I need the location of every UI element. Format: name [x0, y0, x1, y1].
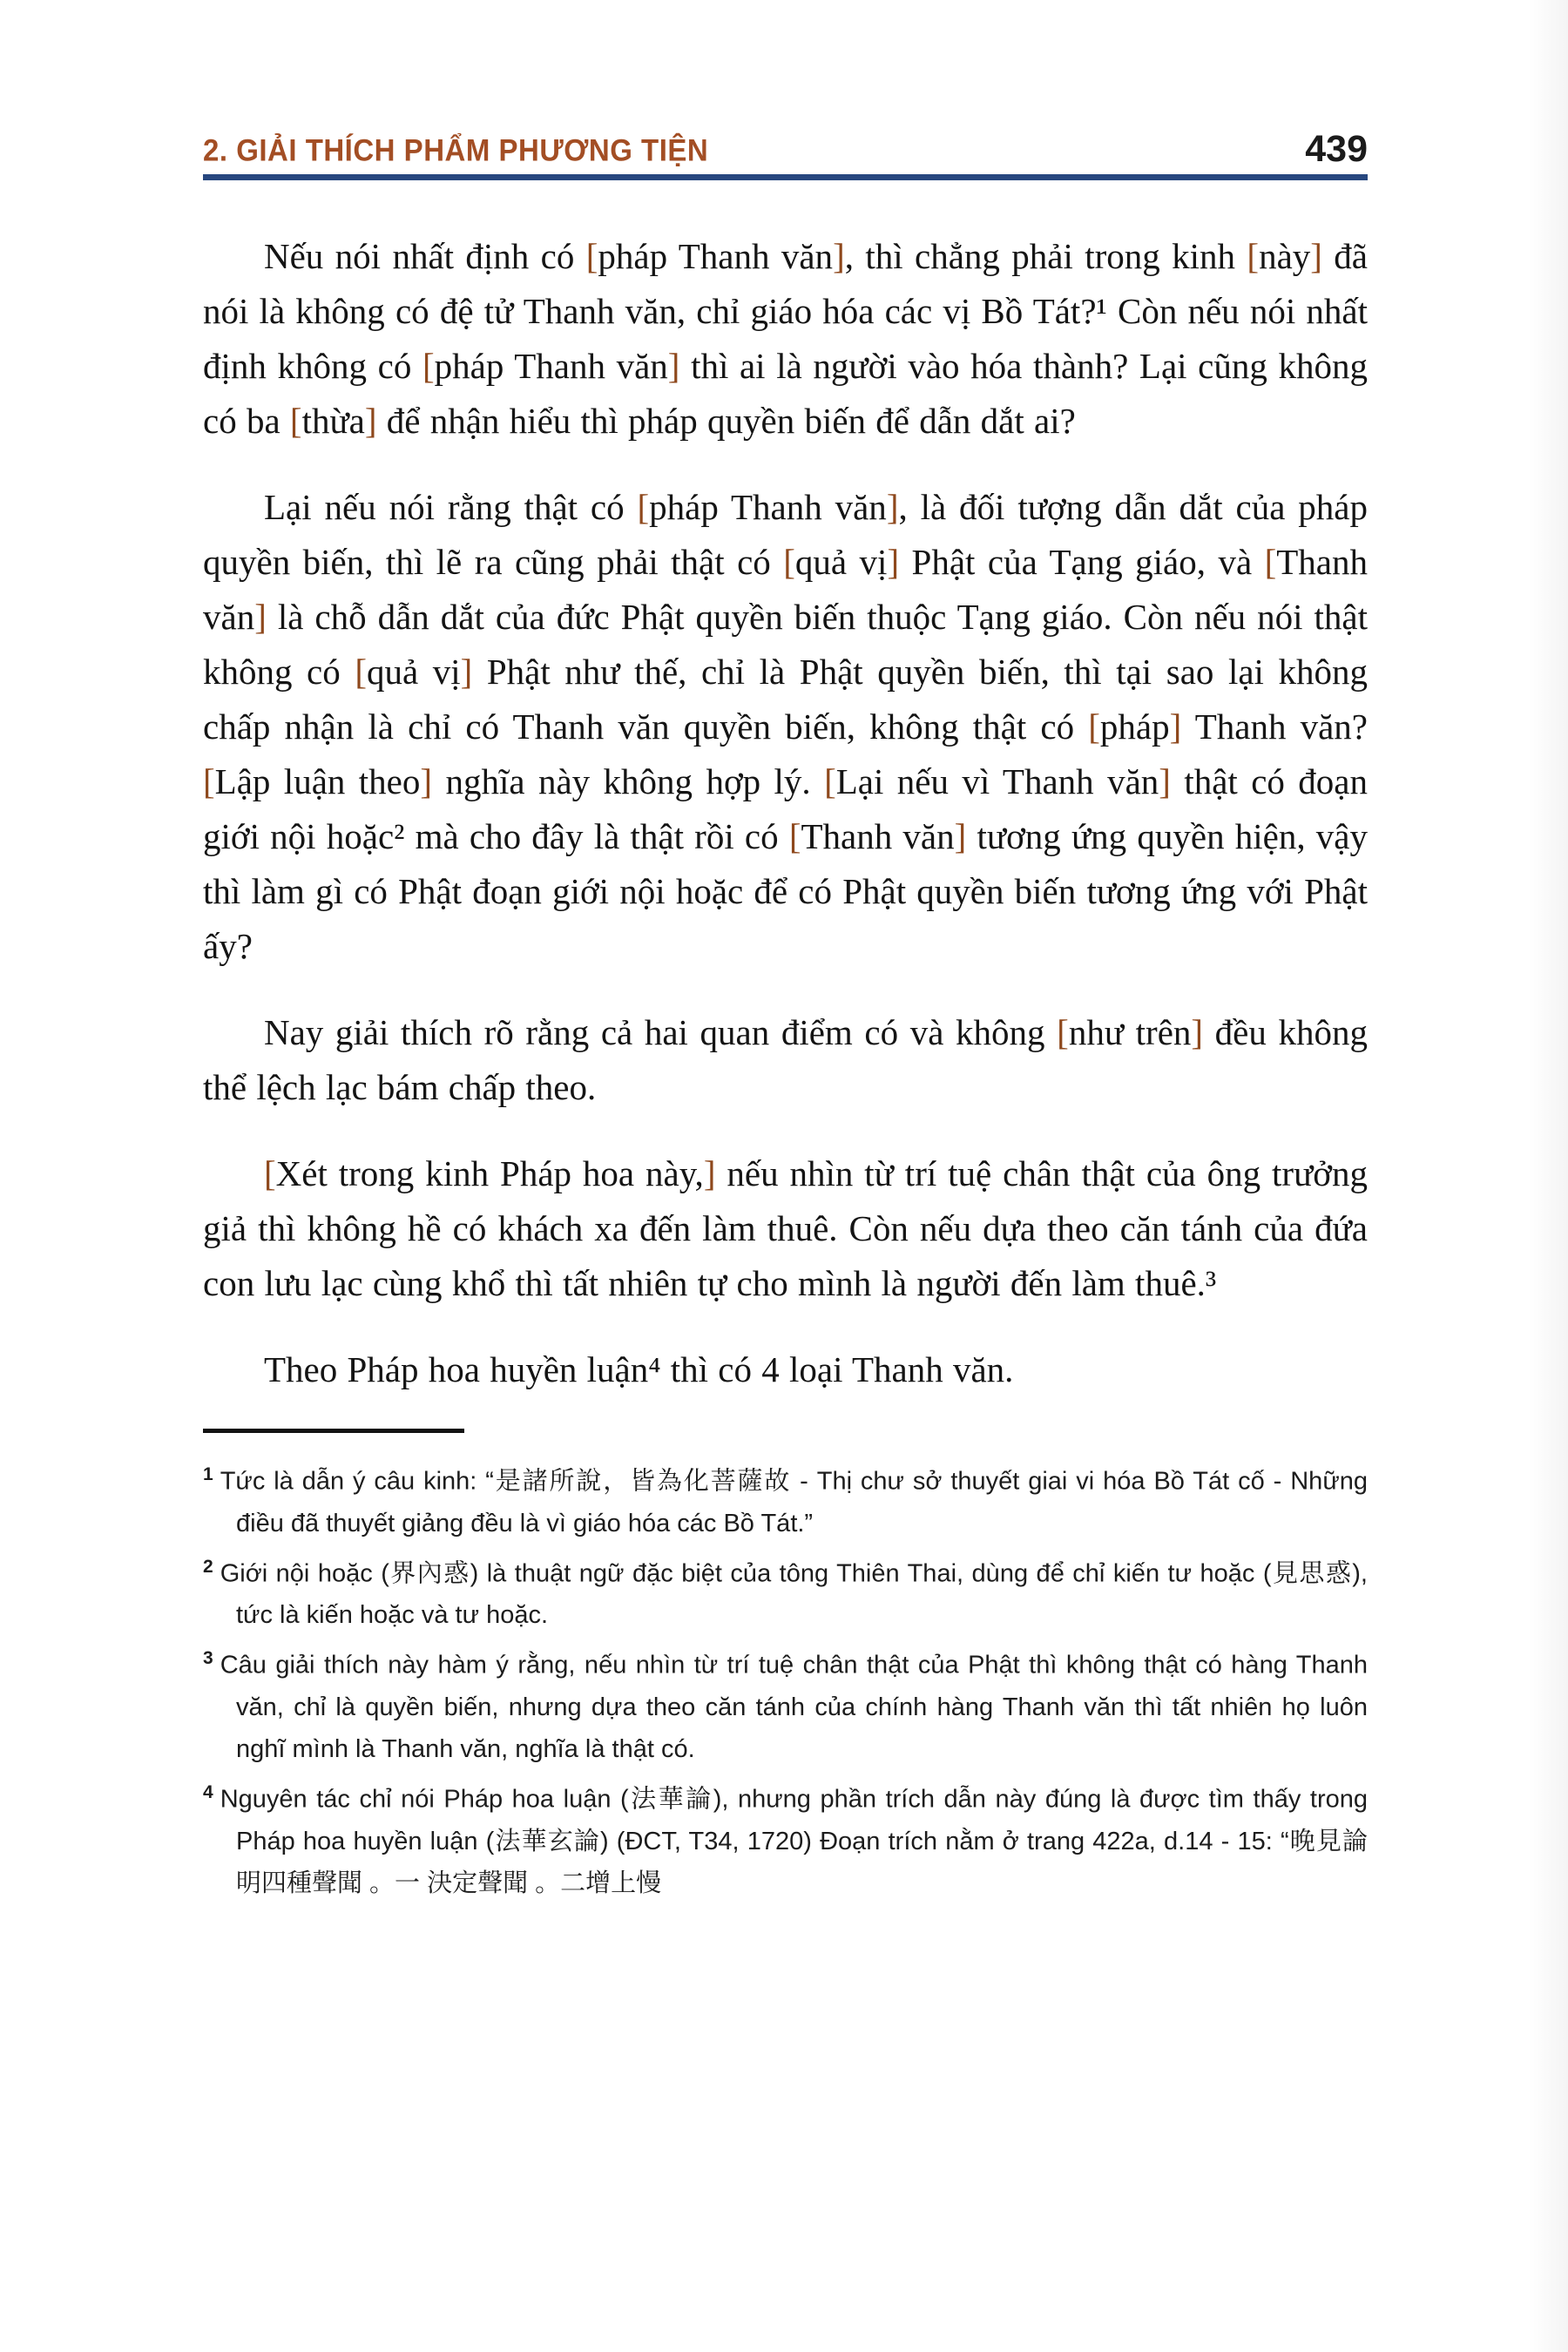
editorial-bracket: [ [1057, 1012, 1069, 1052]
editorial-bracket: ] [1310, 236, 1322, 276]
editorial-bracket: ] [420, 761, 433, 801]
editorial-bracket: ] [460, 652, 473, 692]
editorial-bracket: ] [1191, 1012, 1204, 1052]
footnote-marker: 2 [203, 1556, 213, 1577]
editorial-bracket: [ [422, 346, 435, 386]
editorial-bracket: ] [703, 1153, 716, 1193]
editorial-bracket: [ [783, 542, 795, 582]
editorial-bracket: ] [667, 346, 680, 386]
editorial-bracket: ] [1159, 761, 1171, 801]
page-header [203, 128, 1368, 170]
footnotes-section [203, 1454, 1368, 1958]
editorial-bracket: [ [585, 236, 598, 276]
footnote-separator [203, 1429, 464, 1433]
page-number: 439 [1305, 128, 1368, 170]
editorial-bracket: [ [264, 1153, 276, 1193]
footnote-marker: 3 [203, 1648, 213, 1669]
editorial-bracket: [ [203, 761, 215, 801]
paragraph: Theo Pháp hoa huyền luận⁴ thì có 4 loại Thanh văn. [264, 1349, 1014, 1389]
paragraph: Lại nếu nói rằng thật có [pháp Thanh văn], là đối tượng dẫn dắt của pháp quyền biến, thì lẽ ra cũng phải thật có [quả vị] Phật của Tạng giáo, và [Thanh văn] là chỗ dẫn dắt của đức Phật quyền biến thuộc Tạng giáo. Còn nếu nói thật không có [quả vị] Phật như thế, chỉ là Phật quyền biến, thì tại sao lại không chấp nhận là chỉ có Thanh văn quyền biến, không thật có [pháp] Thanh văn? [Lập luận theo] nghĩa này không hợp lý. [Lại nếu vì Thanh văn] thật có đoạn giới nội hoặc² mà cho đây là thật rồi có [Thanh văn] tương ứng quyền hiện, vậy thì làm gì có Phật đoạn giới nội hoặc để có Phật quyền biến tương ứng với Phật ấy? [203, 487, 1369, 966]
editorial-bracket: ] [254, 597, 267, 637]
editorial-bracket: ] [887, 542, 900, 582]
editorial-bracket: ] [364, 401, 377, 441]
footnote: $^3$ Câu giải thích này hàm ý rằng, nếu nhìn từ trí tuệ chân thật của Phật thì không thật có hàng Thanh văn, chỉ là quyền biến, nhưng dựa theo căn tánh của chính hàng Thanh văn thì tất nhiên họ luôn nghĩ mình là Thanh văn, nghĩa là thật có. [203, 1648, 1368, 1763]
editorial-bracket: [ [355, 652, 367, 692]
editorial-bracket: ] [1169, 706, 1182, 747]
editorial-bracket: [ [289, 401, 302, 441]
footnote-marker: 1 [203, 1464, 213, 1484]
editorial-bracket: [ [1247, 236, 1260, 276]
header-rule [203, 174, 1368, 180]
footnote: $^4$ Nguyên tác chỉ nói Pháp hoa luận (法華論), nhưng phần trích dẫn này đúng là được tìm thấy trong Pháp hoa huyền luận (法華玄論) (ĐCT, T34, 1720) Đoạn trích nằm ở trang 422a, d.14 - 15: “晚見論明四種聲聞 。一 決定聲聞 。二增上慢 [203, 1781, 1368, 1897]
footnote-marker: 4 [203, 1781, 213, 1802]
body-paragraphs [203, 229, 1368, 1397]
paragraph: Nay giải thích rõ rằng cả hai quan điểm có và không [như trên] đều không thể lệch lạc bám chấp theo. [203, 1012, 1368, 1107]
footnote: $^1$ Tức là dẫn ý câu kinh: “是諸所說，皆為化菩薩故 - Thị chư sở thuyết giai vi hóa Bồ Tát cố - Những điều đã thuyết giảng đều là vì giáo hóa các Bồ Tát.” [203, 1464, 1368, 1538]
footnote: $^2$ Giới nội hoặc (界內惑) là thuật ngữ đặc biệt của tông Thiên Thai, dùng để chỉ kiến tư hoặc (見思惑), tức là kiến hoặc và tư hoặc. [203, 1556, 1368, 1630]
editorial-bracket: [ [788, 816, 801, 856]
paragraph: Nếu nói nhất định có [pháp Thanh văn], thì chẳng phải trong kinh [này] đã nói là không có đệ tử Thanh văn, chỉ giáo hóa các vị Bồ Tát?¹ Còn nếu nói nhất định không có [pháp Thanh văn] thì ai là người vào hóa thành? Lại cũng không có ba [thừa] để nhận hiểu thì pháp quyền biến để dẫn dắt ai? [203, 236, 1369, 441]
editorial-bracket: [ [824, 761, 836, 801]
running-header-title: 2. GIẢI THÍCH PHẨM PHƯƠNG TIỆN [203, 132, 709, 167]
editorial-bracket: [ [1264, 542, 1277, 582]
editorial-bracket: ] [833, 236, 845, 276]
editorial-bracket: [ [1088, 706, 1100, 747]
editorial-bracket: [ [637, 487, 650, 527]
editorial-bracket: ] [954, 816, 967, 856]
editorial-bracket: ] [886, 487, 899, 527]
paragraph: [Xét trong kinh Pháp hoa này,] nếu nhìn từ trí tuệ chân thật của ông trưởng giả thì không hề có khách xa đến làm thuê. Còn nếu dựa theo căn tánh của đứa con lưu lạc cùng khổ thì tất nhiên tự cho mình là người đến làm thuê.³ [203, 1153, 1368, 1303]
